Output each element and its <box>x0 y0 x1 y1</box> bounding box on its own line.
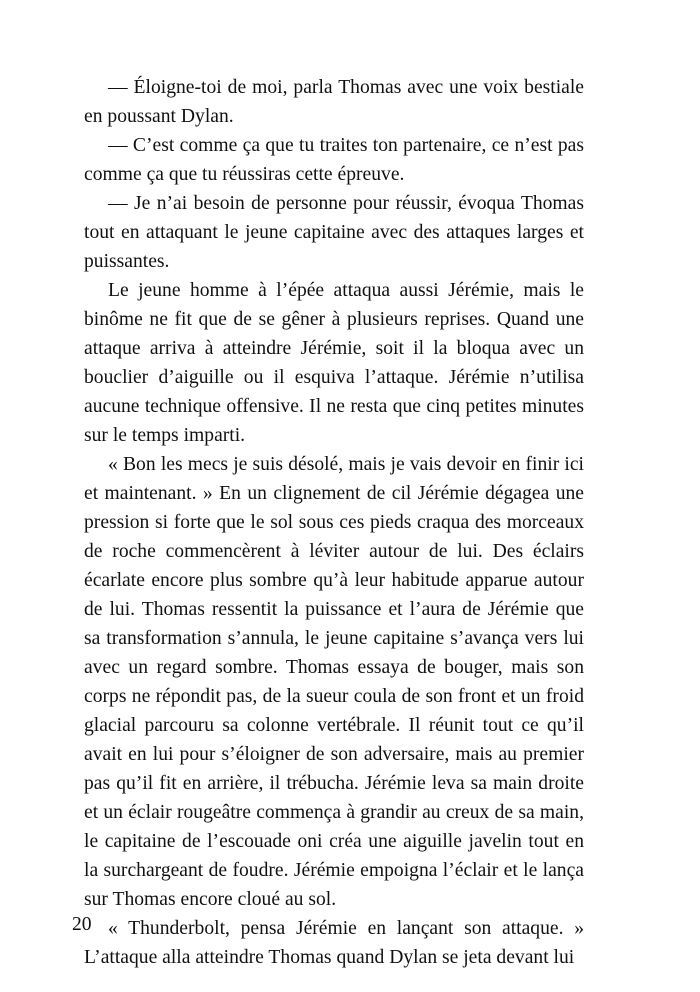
paragraph-6: « Thunderbolt, pensa Jérémie en lançant son attaque. » L’attaque alla atteindre Thomas quand Dylan se jeta devant lui <box>84 918 584 968</box>
paragraph-4: Le jeune homme à l’épée attaqua aussi Jérémie, mais le binôme ne fit que de se gêner à plusieurs reprises. Quand une attaque arriva à atteindre Jérémie, soit il la bloqua avec un bouclier d’aiguille ou il esquiva l’attaque. Jérémie n’utilisa aucune technique offensive. Il ne resta que cinq petites minutes sur le temps imparti. <box>84 280 584 446</box>
page-number: 20 <box>72 914 92 935</box>
paragraph-1: — Éloigne-toi de moi, parla Thomas avec une voix bestiale en poussant Dylan. <box>84 77 584 127</box>
paragraph-2: — C’est comme ça que tu traites ton partenaire, ce n’est pas comme ça que tu réussiras cette épreuve. <box>84 135 584 185</box>
body-text <box>84 73 584 972</box>
paragraph-3: — Je n’ai besoin de personne pour réussir, évoqua Thomas tout en attaquant le jeune capitaine avec des attaques larges et puissantes. <box>84 193 584 272</box>
paragraph-5: « Bon les mecs je suis désolé, mais je vais devoir en finir ici et maintenant. » En un clignement de cil Jérémie dégagea une pression si forte que le sol sous ces pieds craqua des morceaux de roche commencèrent à léviter autour de lui. Des éclairs écarlate encore plus sombre qu’à leur habitude apparue autour de lui. Thomas ressentit la puissance et l’aura de Jérémie que sa transformation s’annula, le jeune capitaine s’avança vers lui avec un regard sombre. Thomas essaya de bouger, mais son corps ne répondit pas, de la sueur coula de son front et un froid glacial parcouru sa colonne vertébrale. Il réunit tout ce qu’il avait en lui pour s’éloigner de son adversaire, mais au premier pas qu’il fit en arrière, il trébucha. Jérémie leva sa main droite et un éclair rougeâtre commença à grandir au creux de sa main, le capitaine de l’escouade oni créa une aiguille javelin tout en la surchargeant de foudre. Jérémie empoigna l’éclair et le lança sur Thomas encore cloué au sol. <box>84 454 584 910</box>
